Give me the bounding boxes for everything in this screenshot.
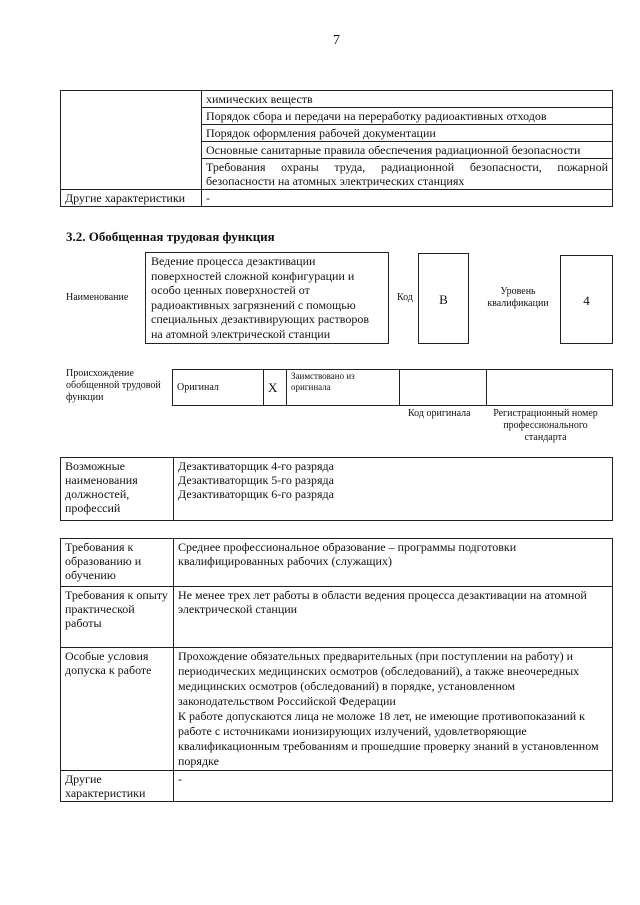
conditions-label: Особые условия допуска к работе xyxy=(61,648,174,771)
experience-label: Требования к опыту практической работы xyxy=(61,587,174,648)
reg-caption: Регистрационный номер профессионального стандарта xyxy=(493,408,598,443)
original-code-cell xyxy=(400,370,487,406)
name-label: Наименование xyxy=(66,292,129,303)
code-label: Код xyxy=(397,292,413,303)
top-table xyxy=(60,90,613,207)
section-heading: 3.2. Обобщенная трудовая функция xyxy=(66,229,275,244)
origin-table xyxy=(172,369,613,406)
name-value: Ведение процесса дезактивации поверхностей сложной конфигурации и особо ценных поверхностей от радиоактивных загрязнений с помощью специальных дезактивирующих растворов на атомной электрической станции xyxy=(145,252,389,344)
other-label: Другие характеристики xyxy=(61,190,202,207)
other-characteristics-label: Другие характеристики xyxy=(61,771,174,802)
list-item: Порядок оформления рабочей документации xyxy=(202,125,613,142)
other-characteristics-value: - xyxy=(174,771,613,802)
level-label: Уровень квалификации xyxy=(487,286,549,309)
registration-number-cell xyxy=(487,370,613,406)
position-item: Дезактиваторщик 6-го разряда xyxy=(178,487,334,501)
positions-table xyxy=(60,457,613,521)
requirements-table xyxy=(60,538,613,802)
position-item: Дезактиваторщик 4-го разряда xyxy=(178,459,334,473)
page-number: 7 xyxy=(333,33,340,48)
list-item: химических веществ xyxy=(202,91,613,108)
education-value: Среднее профессиональное образование – программы подготовки квалифицированных рабочих (служащих) xyxy=(174,539,613,587)
empty-cell xyxy=(61,91,202,190)
list-item: Порядок сбора и передачи на переработку радиоактивных отходов xyxy=(202,108,613,125)
conditions-value-2: К работе допускаются лица не моложе 18 лет, не имеющие противопоказаний к работе с источниками ионизирующих излучений, удовлетворяющие квалификационным требованиям и прошедшие проверку знаний в установленном порядке xyxy=(178,709,599,768)
position-item: Дезактиваторщик 5-го разряда xyxy=(178,473,334,487)
code-value: B xyxy=(418,253,469,344)
list-item: Основные санитарные правила обеспечения радиационной безопасности xyxy=(202,142,613,159)
other-value: - xyxy=(202,190,613,207)
origin-label: Происхождение обобщенной трудовой функции xyxy=(66,368,161,403)
list-item: Требования охраны труда, радиационной безопасности, пожарной безопасности на атомных электрических станциях xyxy=(202,159,613,190)
conditions-value: Прохождение обязательных предварительных (при поступлении на работу) и периодических медицинских осмотров (обследований), а также внеочередных медицинских осмотров (обследований) в порядке, установленном законодательством Российской Федерации xyxy=(178,649,580,708)
experience-value: Не менее трех лет работы в области ведения процесса дезактивации на атомной электрической станции xyxy=(174,587,613,648)
original-label: Оригинал xyxy=(173,370,264,406)
level-value: 4 xyxy=(560,255,613,344)
code-caption: Код оригинала xyxy=(408,408,471,419)
education-label: Требования к образованию и обучению xyxy=(61,539,174,587)
original-mark: X xyxy=(264,370,287,406)
borrowed-label: Заимствовано из оригинала xyxy=(287,370,400,406)
positions-label: Возможные наименования должностей, профессий xyxy=(61,458,174,521)
